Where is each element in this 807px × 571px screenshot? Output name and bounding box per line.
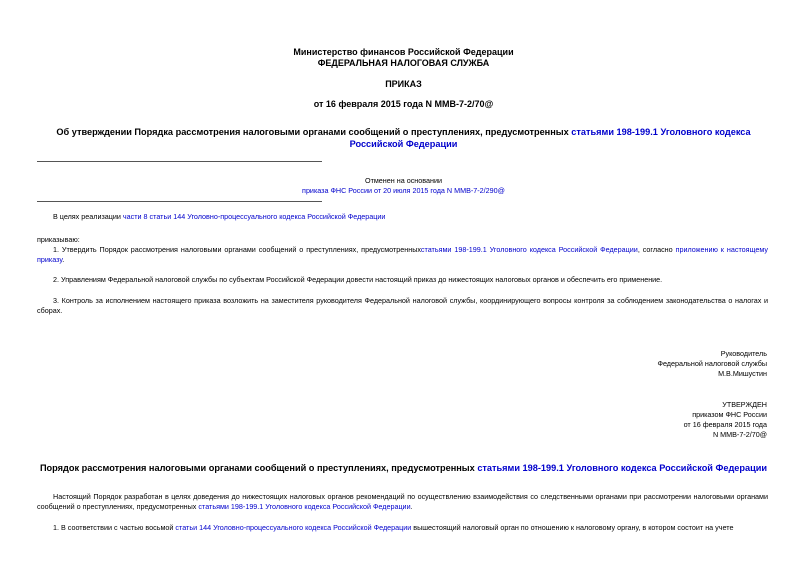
procedure-intro-end: . bbox=[410, 502, 413, 511]
title-text: Об утверждении Порядка рассмотрения налоговыми органами сообщений о преступлениях, предусмотренных bbox=[56, 127, 572, 137]
document-title bbox=[30, 126, 777, 150]
procedure-intro-text: Настоящий Порядок разработан в целях доведения до нижестоящих налоговых органов рекомендаций по осуществлению взаимодействия со следственными органами при рассмотрении налоговыми органами сообщений о преступлениях, предусмотренных bbox=[37, 492, 768, 511]
procedure-title-text: Порядок рассмотрения налоговыми органами сообщений о преступлениях, предусмотренных bbox=[39, 463, 478, 473]
cpc-article-link[interactable]: части 8 статьи 144 Уголовно-процессуального кодекса Российской Федерации bbox=[122, 212, 386, 221]
p1-appendix-link[interactable]: приложению к настоящему приказу bbox=[37, 245, 768, 264]
divider-top bbox=[37, 161, 322, 162]
doc-type: ПРИКАЗ bbox=[385, 79, 422, 89]
doc-date-number: от 16 февраля 2015 года N ММВ-7-2/70@ bbox=[313, 99, 494, 109]
signature-org: Федеральной налоговой службы bbox=[657, 359, 767, 368]
cancel-note: Отменен на основании bbox=[364, 176, 442, 185]
approved-block bbox=[684, 400, 767, 440]
p1-criminal-code-link[interactable]: статьями 198-199.1 Уголовного кодекса Российской Федерации bbox=[420, 245, 638, 254]
procedure-p1-rest: вышестоящий налоговый орган по отношению к налоговому органу, в котором состоит на учете bbox=[411, 523, 734, 532]
ministry-name: Министерство финансов Российской Федерации bbox=[293, 47, 514, 57]
intro-paragraph bbox=[37, 212, 768, 222]
cancel-order-link[interactable]: приказа ФНС России от 20 июля 2015 года N ММВ-7-2/290@ bbox=[302, 186, 505, 195]
divider-bottom bbox=[37, 201, 322, 202]
order-word: приказываю: bbox=[37, 235, 80, 244]
signature-name: М.В.Мишустин bbox=[718, 369, 767, 378]
service-name: ФЕДЕРАЛЬНАЯ НАЛОГОВАЯ СЛУЖБА bbox=[317, 58, 490, 68]
title-link[interactable]: статьями 198-199.1 Уголовного кодекса Российской Федерации bbox=[349, 127, 751, 149]
paragraph-1 bbox=[37, 245, 768, 265]
cancel-note-link-wrap bbox=[0, 186, 807, 196]
paragraph-3: 3. Контроль за исполнением настоящего приказа возложить на заместителя руководителя Федеральной налоговой службы, координирующего вопросы контроля за соблюдением законодательства о налогах и сборах. bbox=[37, 296, 768, 315]
signature-block bbox=[658, 349, 768, 379]
procedure-intro bbox=[37, 492, 768, 512]
procedure-title-link[interactable]: статьями 198-199.1 Уголовного кодекса Российской Федерации bbox=[477, 463, 768, 473]
procedure-paragraph-1 bbox=[37, 523, 768, 533]
intro-text: В целях реализации bbox=[53, 212, 123, 221]
approved-number: N ММВ-7-2/70@ bbox=[712, 430, 767, 439]
procedure-p1-link[interactable]: статьи 144 Уголовно-процессуального кодекса Российской Федерации bbox=[175, 523, 412, 532]
procedure-title bbox=[20, 462, 787, 474]
approved-date: от 16 февраля 2015 года bbox=[683, 420, 767, 429]
paragraph-2: 2. Управлениям Федеральной налоговой службы по субъектам Российской Федерации довести настоящий приказ до нижестоящих налоговых органов и обеспечить его применение. bbox=[53, 275, 663, 284]
p1-end: . bbox=[62, 255, 65, 264]
p1-mid: , согласно bbox=[637, 245, 676, 254]
approved-label: УТВЕРЖДЕН bbox=[722, 400, 767, 409]
procedure-p1-text: 1. В соответствии с частью восьмой bbox=[53, 523, 176, 532]
procedure-intro-link[interactable]: статьями 198-199.1 Уголовного кодекса Российской Федерации bbox=[198, 502, 411, 511]
approved-by: приказом ФНС России bbox=[692, 410, 767, 419]
signature-position: Руководитель bbox=[720, 349, 767, 358]
p1-text: 1. Утвердить Порядок рассмотрения налоговыми органами сообщений о преступлениях, предусмотренных bbox=[53, 245, 421, 254]
